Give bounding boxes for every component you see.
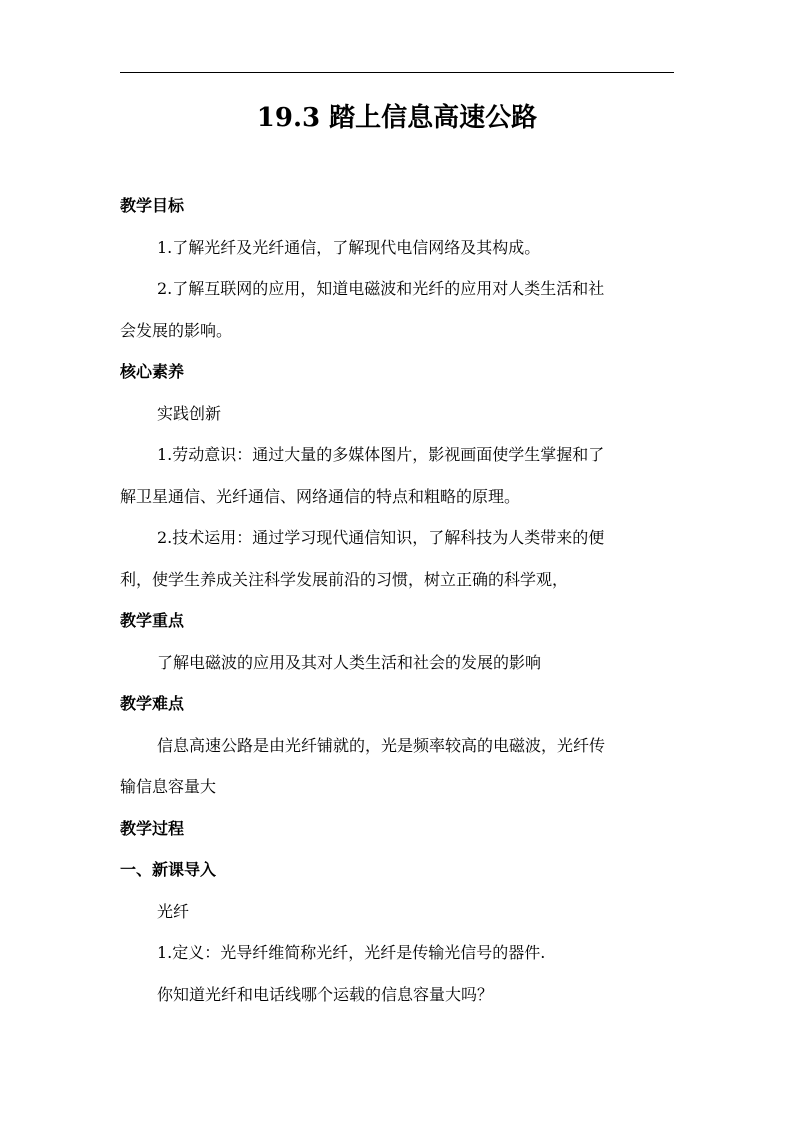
page-title: 19.3 踏上信息高速公路 (256, 103, 538, 133)
section-heading-key-points: 教学重点 (120, 611, 185, 630)
key-points-text: 了解电磁波的应用及其对人类生活和社会的发展的影响 (157, 652, 542, 672)
objective-item-1: 1.了解光纤及光纤通信，了解现代电信网络及其构成。 (157, 237, 541, 257)
process-topic: 光纤 (157, 901, 190, 921)
header-rule (120, 72, 674, 73)
section-heading-core-literacy: 核心素养 (120, 362, 185, 381)
core-literacy-item-2-line-1: 2.技术运用：通过学习现代通信知识，了解科技为人类带来的便 (157, 528, 605, 547)
process-question: 你知道光纤和电话线哪个运载的信息容量大吗？ (157, 984, 494, 1004)
core-literacy-item-1-line-2: 解卫星通信、光纤通信、网络通信的特点和粗略的原理。 (120, 486, 521, 506)
process-definition: 1.定义：光导纤维简称光纤，光纤是传输光信号的器件. (157, 943, 546, 962)
section-heading-objectives: 教学目标 (120, 196, 185, 215)
core-literacy-subheading: 实践创新 (157, 403, 222, 423)
document-body (120, 185, 674, 1015)
core-literacy-item-2-line-2: 利，使学生养成关注科学发展前沿的习惯，树立正确的科学观， (120, 569, 569, 589)
difficulties-text-line-1: 信息高速公路是由光纤铺就的，光是频率较高的电磁波，光纤传 (157, 735, 606, 755)
objective-item-2-line-1: 2.了解互联网的应用，知道电磁波和光纤的应用对人类生活和社 (157, 279, 605, 298)
core-literacy-item-1-line-1: 1.劳动意识：通过大量的多媒体图片，影视画面使学生掌握和了 (157, 445, 605, 464)
document-page (120, 0, 674, 1122)
process-part-1-heading: 一、新课导入 (120, 860, 217, 879)
section-heading-difficulties: 教学难点 (120, 694, 185, 713)
objective-item-2-line-2: 会发展的影响。 (120, 320, 233, 340)
difficulties-text-line-2: 输信息容量大 (120, 777, 217, 796)
section-heading-process: 教学过程 (120, 818, 185, 838)
